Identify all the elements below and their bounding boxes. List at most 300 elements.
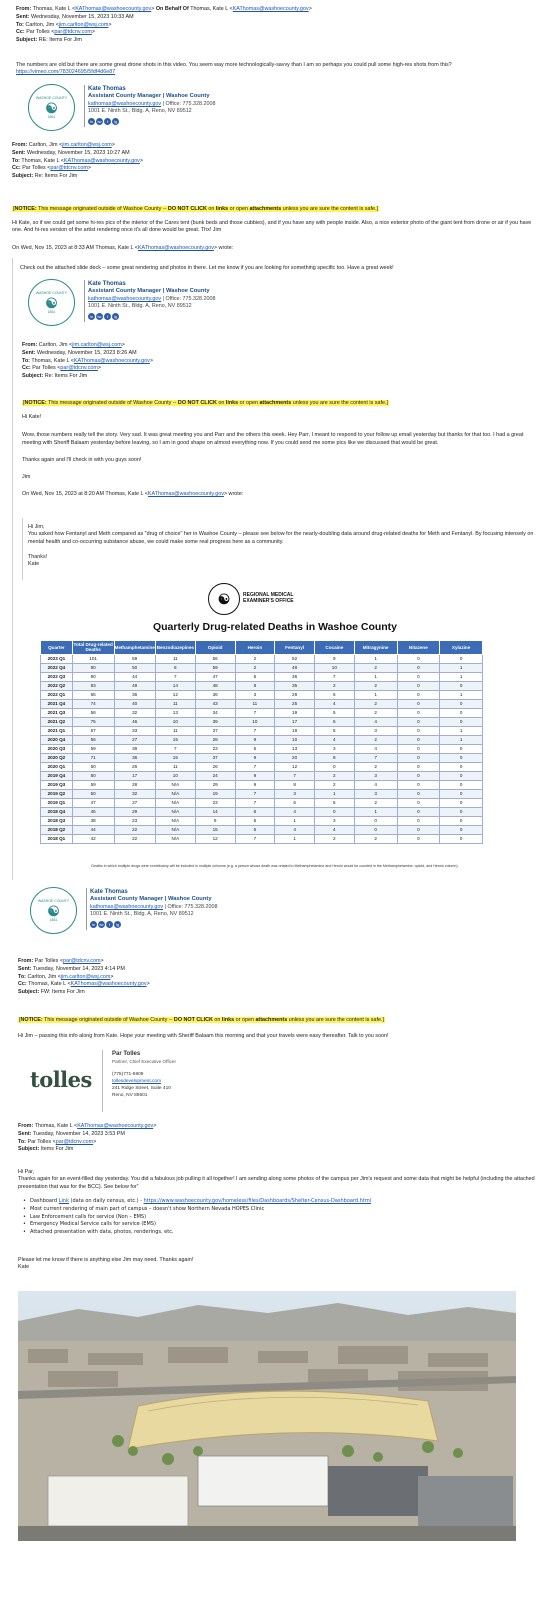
value-cell: 11 (155, 762, 195, 771)
to-value: Carlton, Jim < (25, 21, 59, 28)
from-end: > (153, 1123, 157, 1129)
value-cell: 0 (440, 699, 483, 708)
quoted-thanks: Thanks! (28, 553, 48, 560)
from-value: Thomas, Kate L < (34, 1123, 78, 1129)
from-end: > (121, 342, 125, 348)
linkedin-icon[interactable]: in (89, 118, 94, 124)
value-cell: 3 (354, 771, 397, 780)
value-cell: 8 (314, 753, 354, 762)
quarter-cell: 2018 Q3 (41, 816, 73, 825)
tolles-address1: 241 Ridge Street, Suite 410 (112, 1086, 171, 1092)
table-row (41, 672, 483, 681)
value-cell: 1 (354, 807, 397, 816)
from-label: From: (18, 958, 34, 964)
twitter-icon[interactable]: tw (97, 118, 102, 124)
value-cell: 29 (195, 780, 235, 789)
bullet-text: Most current rendering of main part of campus – doesn't show Northern Nevada HOPES Clinic (30, 1205, 265, 1212)
quoted-body: You asked how Fentanyl and Meth compared as "drug of choice" her in Washoe County – please see below for the nearly-doubling data around drug-related deaths for Meth and Fentanyl. By focusing intensely on mental health and co-occurring substance abuse, we could make some real progress here as a community. (28, 531, 534, 545)
to-end: > (108, 21, 112, 28)
from-label: From: (22, 342, 38, 348)
col-meth: Methamphetamine (114, 641, 155, 655)
to-email-link[interactable]: par@tdcnv.com (55, 1138, 94, 1145)
value-cell: 25 (275, 699, 315, 708)
external-notice-1 (12, 206, 379, 213)
value-cell: 101 (72, 654, 114, 663)
signature-text (84, 85, 215, 127)
value-cell: 19 (275, 708, 315, 717)
value-cell: 17 (275, 717, 315, 726)
value-cell: 4 (314, 825, 354, 834)
instagram-icon[interactable]: ig (113, 313, 118, 319)
table-footnote: Deaths in which multiple drugs were contributory will be included in multiple columns (e.g. a person whose death was related to Methamphetamine and Heroin would be counted in the Methamphetamine, opioid, and Heroin column). (91, 864, 459, 868)
examiner-line1: REGIONAL MEDICAL (243, 592, 294, 598)
examiner-logo (208, 583, 308, 615)
tolles-phone: (775)771-6909 (112, 1071, 144, 1077)
notice-bracket: [ (23, 400, 25, 406)
value-cell: 23 (114, 816, 155, 825)
signature-text (84, 280, 215, 322)
value-cell: 49 (114, 681, 155, 690)
value-cell: 0 (440, 798, 483, 807)
table-row (41, 807, 483, 816)
notice-text: on (216, 400, 226, 406)
value-cell: 2 (354, 681, 397, 690)
value-cell: 1 (314, 789, 354, 798)
cc-email-link[interactable]: KAThomas@washoecounty.gov (70, 981, 147, 988)
greeting: Hi Kate! (22, 414, 42, 420)
value-cell: 47 (72, 798, 114, 807)
value-cell: 7 (235, 798, 275, 807)
on-behalf-value: Thomas, Kate L < (188, 6, 233, 12)
sent-label: Sent: (12, 149, 26, 156)
signature-email-link[interactable]: kathomas@washoecounty.gov (88, 295, 162, 302)
email-body-text: Wow, those numbers really tell the story. Very sad. It was great meeting you and Parr and the others this week. Hey Parr, I meant to respond to your follow up email yesterday but thanks for that too. I had a great meeting with Sheriff Balaam yesterday before leaving, so I am in good shape on almost everything now. If you could send me some pics like we discussed that would be great. (22, 432, 524, 446)
list-item (18, 1206, 538, 1214)
cc-end: > (146, 981, 150, 988)
value-cell: 3 (314, 816, 354, 825)
from-email-link[interactable]: par@tdcnv.com (63, 958, 101, 964)
value-cell: 17 (114, 771, 155, 780)
value-cell: 9 (195, 816, 235, 825)
value-cell: 3 (275, 789, 315, 798)
closing-line: Please let me know if there is anything else Jim may need. Thanks again! (18, 1257, 194, 1263)
notice-text: unless you are sure the content is safe.] (287, 1017, 384, 1023)
value-cell: 27 (114, 735, 155, 744)
table-row (41, 654, 483, 663)
value-cell: N/A (155, 834, 195, 843)
cc-label: Cc: (18, 981, 27, 988)
value-cell: 0 (440, 834, 483, 843)
seal-year: 1861 (47, 114, 56, 119)
table-row (41, 744, 483, 753)
linkedin-icon[interactable]: in (91, 921, 96, 927)
value-cell: 13 (155, 708, 195, 717)
value-cell: 4 (275, 825, 315, 834)
value-cell: 1 (440, 672, 483, 681)
value-cell: 48 (275, 663, 315, 672)
value-cell: 0 (440, 681, 483, 690)
notice-links: links (225, 400, 239, 406)
table-title: Quarterly Drug-related Deaths in Washoe County (152, 621, 398, 633)
notice-text: or open (238, 400, 260, 406)
notice-bracket: [ (13, 206, 15, 212)
value-cell: 0 (397, 816, 440, 825)
subject-value: Items For Jim (40, 1146, 74, 1153)
tolles-site-link[interactable]: tollesdevelopment.com (112, 1079, 162, 1085)
campus-aerial-drawing (18, 1291, 516, 1541)
value-cell: 0 (397, 726, 440, 735)
value-cell: 12 (155, 690, 195, 699)
table-row (41, 753, 483, 762)
cc-value: Par Tolles < (22, 165, 51, 172)
subject-label: Subject: (18, 1146, 40, 1153)
quarter-cell: 2020 Q2 (41, 753, 73, 762)
value-cell: 75 (72, 717, 114, 726)
value-cell: 4 (354, 780, 397, 789)
value-cell: 56 (72, 735, 114, 744)
value-cell: 0 (440, 816, 483, 825)
value-cell: 9 (235, 735, 275, 744)
value-cell: 8 (155, 663, 195, 672)
value-cell: 37 (195, 726, 235, 735)
facebook-icon[interactable]: f (106, 921, 113, 928)
value-cell: 0 (397, 690, 440, 699)
col-cocaine: Cocaine (314, 641, 354, 655)
to-end: > (110, 973, 114, 980)
value-cell: 0 (397, 735, 440, 744)
value-cell: 43 (195, 699, 235, 708)
list-item (18, 1214, 538, 1222)
value-cell: 7 (155, 744, 195, 753)
value-cell: 2 (354, 735, 397, 744)
cc-email-link[interactable]: par@tdcnv.com (60, 365, 98, 372)
seal-monogram: ☯ (47, 902, 60, 919)
value-cell: 34 (195, 708, 235, 717)
quarter-cell: 2022 Q1 (41, 690, 73, 699)
table-row (41, 789, 483, 798)
twitter-icon[interactable]: tw (97, 313, 102, 319)
vimeo-link[interactable]: https://vimeo.com/783024695/5fdf4d6e87 (16, 69, 116, 76)
table-row (41, 717, 483, 726)
value-cell: 80 (72, 672, 114, 681)
value-cell: 10 (314, 663, 354, 672)
col-mitragynine: Mitragynine (354, 641, 397, 655)
quarter-cell: 2021 Q4 (41, 699, 73, 708)
instagram-icon[interactable]: ig (115, 921, 120, 927)
col-total: Total Drug-related Deaths (73, 642, 113, 653)
value-cell: 3 (354, 789, 397, 798)
value-cell: 15 (155, 753, 195, 762)
notice-text: or open (228, 206, 250, 212)
value-cell: 2 (354, 699, 397, 708)
value-cell: 2 (354, 798, 397, 807)
email-body-text: Hi Kate, so if we could get some hi-res pics of the interior of the Cares tent (bunk beds and those cubbies), and if you have any with people inside. Also, a nice exterior photo of the giant tent from drone or air if you have one. And hi-res version of the artist rendering once it's all done would be great. Thx! Jim (12, 220, 532, 234)
sent-value: Wednesday, November 15, 2023 10:33 AM (30, 13, 134, 20)
value-cell: 1 (275, 816, 315, 825)
from-email-link[interactable]: jim.carlton@wsj.com (72, 342, 122, 348)
value-cell: 0 (397, 672, 440, 681)
subject-label: Subject: (16, 37, 38, 44)
value-cell: 1 (440, 663, 483, 672)
dashboard-url-link[interactable]: https://www.washoecounty.gov/homeless/files/Dashboards/Shelter-Census-Dashboard.html (143, 1198, 372, 1204)
value-cell: 0 (397, 834, 440, 843)
quarter-cell: 2019 Q3 (41, 780, 73, 789)
signature-address: 1001 E. Ninth St., Bldg. A, Reno, NV 89512 (90, 911, 194, 918)
to-email-link[interactable]: jim.carlton@wsj.com (60, 973, 111, 980)
tolles-signature (28, 1048, 288, 1118)
notice-links: links (221, 1017, 235, 1023)
value-cell: 36 (195, 690, 235, 699)
to-label: To: (22, 357, 30, 364)
email-body-3 (22, 414, 532, 499)
notice-text: on (206, 206, 216, 212)
value-cell: 56 (195, 654, 235, 663)
quarter-cell: 2019 Q4 (41, 771, 73, 780)
value-cell: 0 (440, 825, 483, 834)
col-xylazine: Xylazine (440, 641, 483, 655)
dashboard-link[interactable]: Link (58, 1198, 69, 1204)
value-cell: 6 (275, 798, 315, 807)
quoted-greeting: Hi Jim, (28, 524, 45, 530)
to-label: To: (16, 21, 24, 28)
notice-donot: DO NOT CLICK (173, 1017, 213, 1023)
value-cell: N/A (155, 780, 195, 789)
value-cell: 65 (72, 690, 114, 699)
from-value: Par Tolles < (34, 958, 63, 964)
value-cell: 59 (72, 744, 114, 753)
value-cell: 0 (397, 717, 440, 726)
examiner-line2: EXAMINER'S OFFICE (243, 598, 294, 604)
signoff: Jim (22, 474, 31, 481)
value-cell: 5 (235, 672, 275, 681)
subject-value: Re: Items For Jim (34, 173, 78, 180)
on-behalf-email-link[interactable]: KAThomas@washoecounty.gov (232, 6, 309, 12)
value-cell: 4 (354, 717, 397, 726)
value-cell: 0 (440, 807, 483, 816)
value-cell: 14 (155, 681, 195, 690)
value-cell: 5 (235, 744, 275, 753)
subject-value: RE: Items For Jim (38, 37, 82, 44)
from-email-link[interactable]: jim.carlton@wsj.com (62, 142, 112, 148)
value-cell: 37 (195, 753, 235, 762)
value-cell: 0 (440, 780, 483, 789)
value-cell: 0 (354, 816, 397, 825)
value-cell: 0 (440, 744, 483, 753)
tolles-logo: tolles (30, 1067, 92, 1092)
to-email-link[interactable]: KAThomas@washoecounty.gov (73, 357, 150, 364)
table-row (41, 708, 483, 717)
drug-deaths-table (40, 640, 483, 844)
value-cell: 44 (114, 672, 155, 681)
col-fentanyl: Fentanyl (275, 641, 315, 655)
to-end: > (149, 357, 154, 364)
wrote-text: On Wed, Nov 15, 2023 at 8:20 AM Thomas, Kate L < (22, 491, 148, 498)
county-seal-logo (28, 279, 75, 326)
value-cell: 0 (397, 762, 440, 771)
value-cell: 5 (314, 708, 354, 717)
instagram-icon[interactable]: ig (113, 118, 118, 124)
signature-name: Kate Thomas (88, 281, 126, 287)
value-cell: 1 (354, 690, 397, 699)
facebook-icon[interactable]: f (104, 118, 111, 125)
notice-links: links (215, 206, 229, 212)
notice-attachments: attachments (249, 206, 282, 212)
value-cell: 0 (397, 807, 440, 816)
quoted-text-2 (28, 524, 536, 568)
seal-top-text: WASHOE COUNTY (35, 290, 68, 295)
value-cell: 52 (275, 654, 315, 663)
quarter-cell: 2022 Q4 (41, 663, 73, 672)
wrote-text: On Wed, Nov 15, 2023 at 8:33 AM Thomas, Kate L < (12, 245, 138, 251)
cc-label: Cc: (12, 165, 21, 172)
seal-monogram: ☯ (45, 294, 58, 311)
signature-name: Kate Thomas (88, 86, 126, 92)
value-cell: 2 (354, 834, 397, 843)
value-cell: N/A (155, 789, 195, 798)
quarter-cell: 2020 Q1 (41, 762, 73, 771)
cc-value: Par Tolles < (26, 29, 55, 36)
on-behalf-end: > (308, 6, 312, 12)
email-header-2 (12, 142, 532, 181)
value-cell: 29 (114, 807, 155, 816)
email-body-text: Thanks again for an event-filled day yesterday. You did a fabulous job pulling it all together! I am sending along some photos of the campus per Jim's request and some data that might be helpful (including the attached presentation that was for the BCC). See below for” (18, 1176, 535, 1190)
notice-text: or open (234, 1017, 256, 1023)
col-benzo: Benzodiazepines (155, 641, 195, 655)
value-cell: 12 (275, 762, 315, 771)
tolles-info (112, 1050, 176, 1100)
wrote-email-link[interactable]: KAThomas@washoecounty.gov (147, 491, 224, 498)
notice-label: NOTICE: (14, 206, 37, 212)
value-cell: 0 (440, 753, 483, 762)
cc-email-link[interactable]: par@tdcnv.com (54, 29, 92, 36)
cc-label: Cc: (22, 365, 31, 372)
value-cell: 7 (235, 789, 275, 798)
value-cell: 5 (235, 816, 275, 825)
value-cell: 9 (235, 753, 275, 762)
value-cell: 42 (72, 834, 114, 843)
from-value: Carlton, Jim < (38, 342, 73, 348)
value-cell: 0 (440, 708, 483, 717)
notice-donot: DO NOT CLICK (167, 206, 207, 212)
wrote-end: > wrote: (223, 491, 244, 498)
signature-title: Assistant County Manager | Washoe County (88, 288, 210, 295)
notice-text: This message originated outside of Washoe County -- (46, 400, 178, 406)
notice-attachments: attachments (255, 1017, 288, 1023)
signature-name: Kate Thomas (90, 889, 128, 895)
signature-email-link[interactable]: kathomas@washoecounty.gov (90, 903, 164, 910)
value-cell: 7 (235, 726, 275, 735)
notice-bracket: [ (19, 1017, 21, 1023)
from-email-link[interactable]: KAThomas@washoecounty.gov (77, 1123, 154, 1129)
value-cell: 4 (275, 807, 315, 816)
tolles-address2: Reno, NV 89501 (112, 1093, 148, 1099)
seal-year: 1861 (49, 917, 58, 922)
value-cell: 36 (114, 753, 155, 762)
sent-label: Sent: (16, 13, 30, 20)
notice-label: NOTICE: (20, 1017, 43, 1023)
twitter-icon[interactable]: tw (99, 921, 104, 927)
value-cell: 10 (155, 771, 195, 780)
table-row (41, 771, 483, 780)
value-cell: 2 (314, 834, 354, 843)
value-cell: 20 (275, 753, 315, 762)
to-email-link[interactable]: KAThomas@washoecounty.gov (63, 157, 140, 164)
seal-monogram: ☯ (45, 99, 58, 116)
value-cell: 22 (114, 834, 155, 843)
notice-label: NOTICE: (24, 400, 47, 406)
value-cell: 7 (314, 672, 354, 681)
value-cell: 83 (72, 681, 114, 690)
value-cell: 0 (397, 789, 440, 798)
from-email-link[interactable]: KAThomas@washoecounty.gov (75, 6, 152, 12)
social-icons (90, 921, 121, 928)
signature-email-link[interactable]: kathomas@washoecounty.gov (88, 100, 162, 107)
quarter-cell: 2023 Q1 (41, 654, 73, 663)
notice-text: unless you are sure the content is safe.] (281, 206, 378, 212)
subject-value: FW: Items For Jim (40, 989, 85, 996)
wrote-end: > wrote: (213, 245, 234, 251)
sent-value: Tuesday, November 14, 2023 3:53 PM (32, 1130, 125, 1137)
value-cell: 19 (195, 789, 235, 798)
cc-email-link[interactable]: par@tdcnv.com (50, 165, 88, 172)
value-cell: 11 (155, 654, 195, 663)
value-cell: 23 (195, 798, 235, 807)
value-cell: 40 (114, 699, 155, 708)
table-row (41, 762, 483, 771)
value-cell: 7 (275, 771, 315, 780)
value-cell: 39 (195, 717, 235, 726)
quarter-cell: 2020 Q3 (41, 744, 73, 753)
value-cell: 7 (354, 753, 397, 762)
value-cell: 0 (397, 771, 440, 780)
value-cell: 11 (155, 726, 195, 735)
to-email-link[interactable]: jim.carlton@wsj.com (58, 21, 109, 28)
signature-title: Assistant County Manager | Washoe County (90, 896, 212, 903)
external-notice-3 (18, 1017, 385, 1024)
linkedin-icon[interactable]: in (89, 313, 94, 319)
facebook-icon[interactable]: f (104, 313, 111, 320)
value-cell: 0 (397, 744, 440, 753)
value-cell: 7 (235, 762, 275, 771)
table-row (41, 726, 483, 735)
value-cell: 50 (72, 771, 114, 780)
value-cell: 10 (235, 717, 275, 726)
notice-text: This message originated outside of Washoe County -- (42, 1017, 174, 1023)
county-seal-logo (30, 887, 77, 934)
col-nitazene: Nitazene (397, 641, 440, 655)
value-cell: 9 (314, 654, 354, 663)
value-cell: 7 (155, 672, 195, 681)
email-body-1 (16, 62, 531, 77)
value-cell: 0 (440, 789, 483, 798)
value-cell: 0 (397, 780, 440, 789)
social-icons (88, 118, 119, 125)
value-cell: 32 (114, 789, 155, 798)
table-row (41, 735, 483, 744)
value-cell: 90 (72, 663, 114, 672)
sent-label: Sent: (18, 1130, 32, 1137)
value-cell: 0 (314, 807, 354, 816)
value-cell: 44 (72, 825, 114, 834)
table-row (41, 825, 483, 834)
value-cell: 23 (195, 744, 235, 753)
quarter-cell: 2021 Q1 (41, 726, 73, 735)
tolles-name: Par Tolles (112, 1051, 141, 1057)
wrote-email-link[interactable]: KAThomas@washoecounty.gov (137, 245, 214, 251)
signature-block (30, 887, 280, 939)
value-cell: 28 (275, 690, 315, 699)
sent-label: Sent: (18, 965, 32, 972)
